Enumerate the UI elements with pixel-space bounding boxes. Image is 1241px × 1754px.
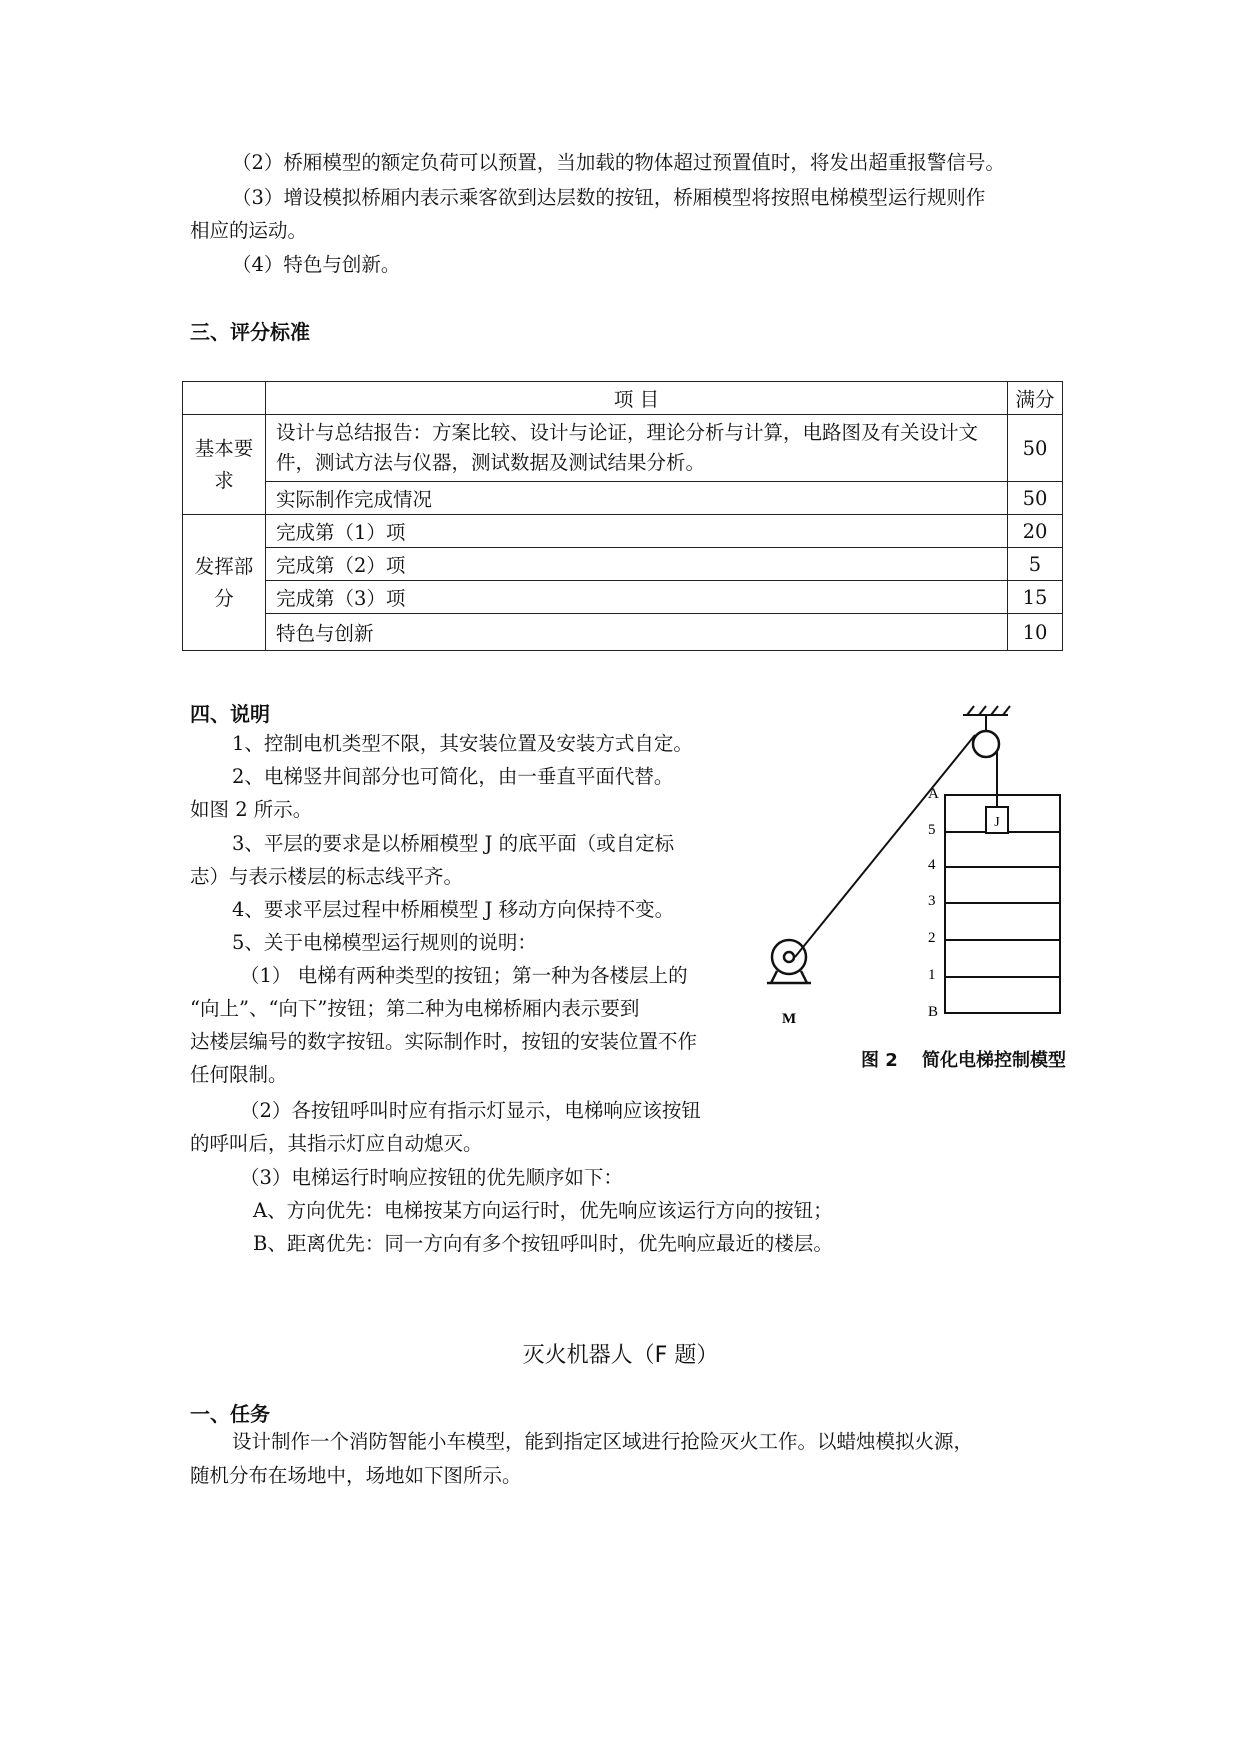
note-line: 如图 2 所示。 xyxy=(190,798,313,821)
note-line: 1、控制电机类型不限，其安装位置及安装方式自定。 xyxy=(232,732,693,755)
section-heading-notes: 四、说明 xyxy=(190,702,270,726)
ceiling-mount-icon xyxy=(963,706,1010,731)
category-extra: 发挥部分 xyxy=(183,515,266,651)
note-line: B、距离优先：同一方向有多个按钮呼叫时，优先响应最近的楼层。 xyxy=(253,1232,833,1255)
table-header-item: 项 目 xyxy=(266,382,1008,415)
task-text-cont: 随机分布在场地中，场地如下图所示。 xyxy=(190,1464,522,1487)
note-line: 任何限制。 xyxy=(190,1063,288,1086)
pulley-icon xyxy=(973,731,999,757)
section-heading-scoring: 三、评分标准 xyxy=(190,320,310,344)
note-line: （1） 电梯有两种类型的按钮；第一种为各楼层上的 xyxy=(240,964,688,987)
motor-label: M xyxy=(782,1011,797,1027)
table-row-item: 设计与总结报告：方案比较、设计与论证，理论分析与计算，电路图及有关设计文件，测试方法与仪器，测试数据及测试结果分析。 xyxy=(266,415,1008,482)
table-row-item: 特色与创新 xyxy=(266,614,1008,651)
table-row-item: 完成第（1）项 xyxy=(266,515,1008,548)
floor-label: 1 xyxy=(928,967,936,983)
note-line: （2）各按钮呼叫时应有指示灯显示，电梯响应该按钮 xyxy=(240,1099,701,1122)
note-line: 3、平层的要求是以桥厢模型 J 的底平面（或自定标 xyxy=(232,832,675,855)
table-row xyxy=(183,482,1063,515)
note-line: “向上”、“向下”按钮；第二种为电梯桥厢内表示要到 xyxy=(190,997,640,1020)
note-line: 4、要求平层过程中桥厢模型 J 移动方向保持不变。 xyxy=(232,898,675,921)
cable-to-motor xyxy=(795,735,975,957)
note-line: 5、关于电梯模型运行规则的说明： xyxy=(232,931,537,954)
floor-label: 5 xyxy=(928,822,936,838)
problem-title: 灭火机器人（F 题） xyxy=(522,1343,719,1368)
table-row-score: 10 xyxy=(1008,614,1063,651)
table-row-score: 20 xyxy=(1008,515,1063,548)
task-heading: 一、任务 xyxy=(190,1402,270,1426)
floor-label: 4 xyxy=(928,857,936,873)
table-row-item: 实际制作完成情况 xyxy=(266,482,1008,515)
floor-lines xyxy=(945,832,1060,977)
note-line: 志）与表示楼层的标志线平齐。 xyxy=(190,865,464,888)
table-row xyxy=(183,614,1063,651)
table-corner-cell xyxy=(183,382,266,415)
requirement-item-2: （2）桥厢模型的额定负荷可以预置，当加载的物体超过预置值时，将发出超重报警信号。 xyxy=(232,151,1005,174)
table-row-score: 5 xyxy=(1008,548,1063,581)
note-line: A、方向优先：电梯按某方向运行时，优先响应该运行方向的按钮； xyxy=(253,1199,833,1222)
note-line: （3）电梯运行时响应按钮的优先顺序如下： xyxy=(240,1166,623,1189)
table-header-score: 满分 xyxy=(1008,382,1063,415)
table-header-row xyxy=(183,382,1063,415)
table-row-item: 完成第（3）项 xyxy=(266,581,1008,614)
table-row xyxy=(183,415,1063,482)
scoring-table xyxy=(182,381,1063,651)
floor-label: 2 xyxy=(928,930,936,946)
table-row-score: 50 xyxy=(1008,482,1063,515)
figure-caption: 图 2 简化电梯控制模型 xyxy=(861,1050,1067,1071)
requirement-item-4: （4）特色与创新。 xyxy=(232,253,401,276)
note-line: 2、电梯竖井间部分也可简化，由一垂直平面代替。 xyxy=(232,765,674,788)
car-label: J xyxy=(994,815,1000,830)
category-basic: 基本要求 xyxy=(183,415,266,515)
floor-label: 3 xyxy=(928,893,936,909)
table-row-score: 50 xyxy=(1008,415,1063,482)
table-row xyxy=(183,515,1063,548)
task-text: 设计制作一个消防智能小车模型，能到指定区域进行抢险灭火工作。以蜡烛模拟火源， xyxy=(232,1430,974,1453)
requirement-item-3-cont: 相应的运动。 xyxy=(190,219,308,242)
elevator-diagram xyxy=(755,695,1095,1030)
note-line: 的呼叫后，其指示灯应自动熄灭。 xyxy=(190,1132,483,1155)
table-row-item: 完成第（2）项 xyxy=(266,548,1008,581)
label-bottom: B xyxy=(928,1004,939,1020)
label-top: A xyxy=(928,786,939,802)
table-row xyxy=(183,581,1063,614)
note-line: 达楼层编号的数字按钮。实际制作时，按钮的安装位置不作 xyxy=(190,1030,698,1053)
table-row xyxy=(183,548,1063,581)
table-row-score: 15 xyxy=(1008,581,1063,614)
requirement-item-3: （3）增设模拟桥厢内表示乘客欲到达层数的按钮，桥厢模型将按照电梯模型运行规则作 xyxy=(232,186,986,209)
